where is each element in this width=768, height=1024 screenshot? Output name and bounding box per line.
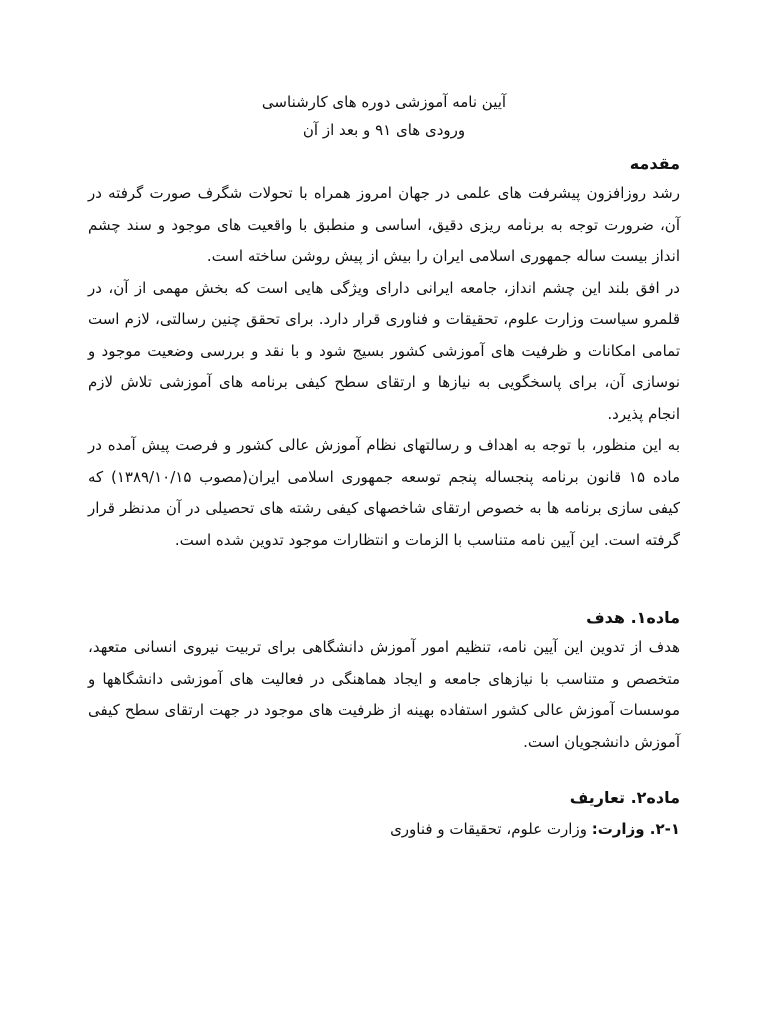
introduction-heading: مقدمه bbox=[629, 154, 680, 173]
definition-item bbox=[88, 814, 680, 844]
introduction-paragraph-3: به این منظور، با توجه به اهداف و رسالتهای نظام آموزش عالی کشور و فرصت پیش آمده در ماده ۱۵ قانون برنامه پنجساله پنجم توسعه جمهوری اسلامی ایران(مصوب ۱۳۸۹/۱۰/۱۵) که کیفی سازی برنامه ها به خصوص ارتقای شاخصهای کیفی رشته های تحصیلی در آن مدنظر قرار گرفته است. این آیین نامه متناسب با الزمات و انتظارات موجود تدوین شده است. bbox=[88, 436, 680, 549]
article-2-heading: ماده۲. تعاریف bbox=[569, 788, 680, 807]
article-1-heading: ماده۱. هدف bbox=[586, 608, 680, 627]
introduction-paragraph-1: رشد روزافزون پیشرفت های علمی در جهان امروز همراه با تحولات شگرف صورت گرفته در آن، ضرورت توجه به برنامه ریزی دقیق، اساسی و منطبق با واقعیت های موجود و سند چشم انداز بیست ساله جمهوری اسلامی ایران را بیش از پیش روشن ساخته است. bbox=[88, 184, 680, 265]
definition-term: ۲-۱. وزارت: bbox=[591, 820, 680, 838]
article-1-paragraph: هدف از تدوین این آیین نامه، تنظیم امور آموزش دانشگاهی برای تربیت نیروی انسانی متعهد، متخصص و متناسب با نیازهای جامعه و ایجاد هماهنگی در فعالیت های آموزشی دانشگاهها و موسسات آموزش عالی کشور استفاده بهینه از ظرفیت های موجود در جهت ارتقای سطح کیفی آموزش دانشجویان است. bbox=[88, 638, 680, 751]
introduction-paragraph-2: در افق بلند این چشم انداز، جامعه ایرانی دارای ویژگی هایی است که بخش مهمی از آن، در قلمرو سیاست وزارت علوم، تحقیقات و فناوری قرار دارد. برای تحقق چنین رسالتی، لازم است تمامی امکانات و ظرفیت های آموزشی کشور بسیج شود و با نقد و بررسی وضعیت موجود و نوسازی آن، برای پاسخگویی به نیازها و ارتقای سطح کیفی برنامه های آموزشی تلاش لازم انجام پذیرد. bbox=[88, 278, 680, 423]
document-subtitle: ورودی های ۹۱ و بعد از آن bbox=[302, 121, 466, 139]
document-title: آیین نامه آموزشی دوره های کارشناسی bbox=[261, 93, 507, 111]
definition-text: وزارت علوم، تحقیقات و فناوری bbox=[390, 820, 592, 838]
